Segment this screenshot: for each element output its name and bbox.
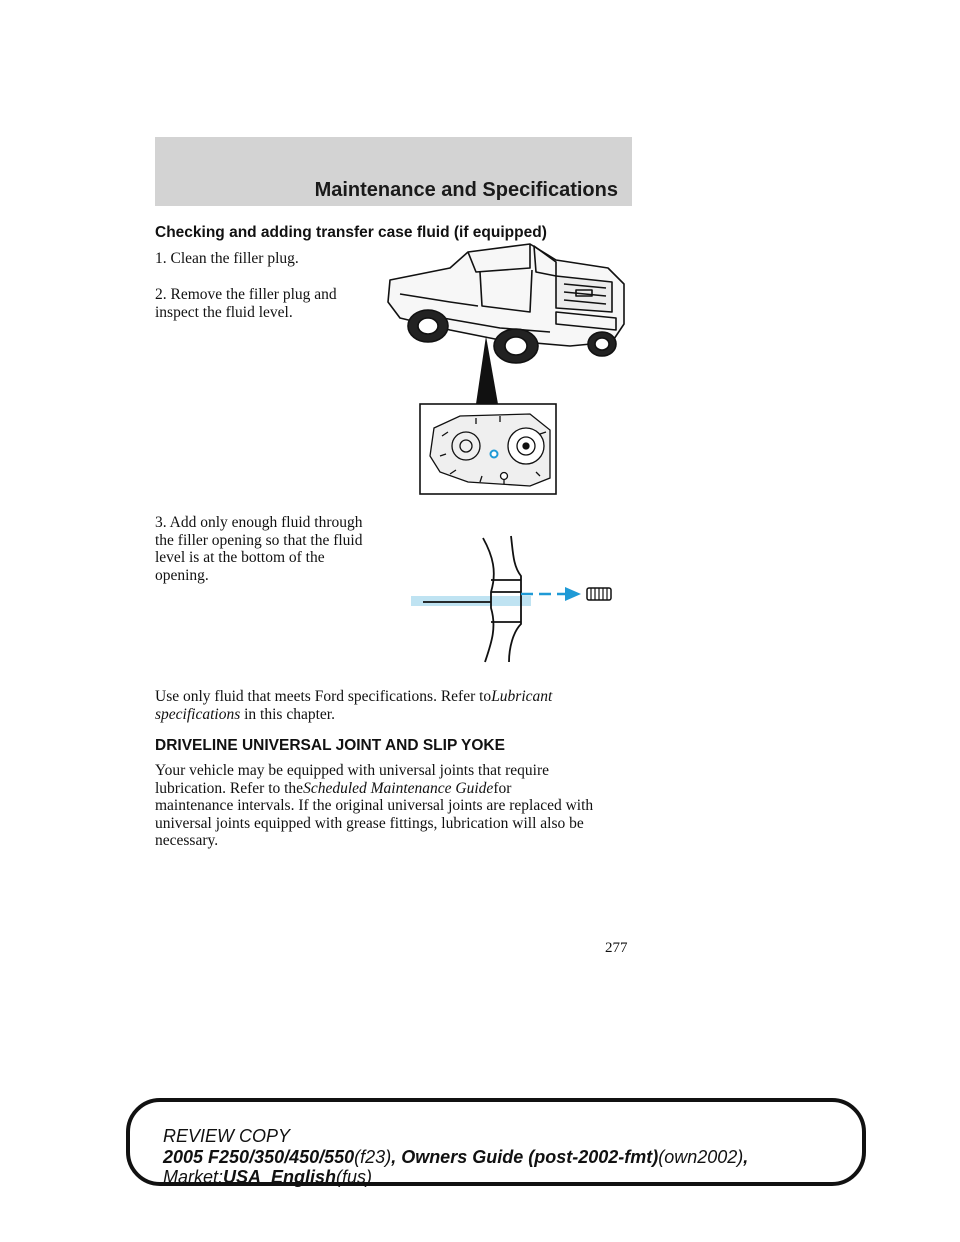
- lubricant-specifications-ref: Lubricant: [491, 688, 553, 705]
- step-2-line-1: 2. Remove the filler plug and: [155, 286, 337, 303]
- page-number: 277: [605, 940, 628, 956]
- step-3-line-2: the filler opening so that the fluid: [155, 531, 363, 549]
- driveline-line-2-suffix: for: [493, 779, 512, 797]
- footer-market-code: (fus): [336, 1167, 373, 1187]
- footer-model-line: [163, 1147, 748, 1168]
- fluid-note-suffix: in this chapter.: [244, 705, 335, 723]
- page-title: Maintenance and Specifications: [314, 179, 618, 201]
- transfer-case-drawing: [430, 414, 550, 486]
- footer-review-copy: REVIEW COPY: [163, 1126, 291, 1146]
- footer-market-line: [163, 1167, 372, 1188]
- scheduled-maintenance-guide-ref: Scheduled Maintenance Guide: [303, 779, 494, 797]
- section-heading-transfer-case: Checking and adding transfer case fluid (if equipped): [155, 224, 547, 241]
- filler-plug-icon: [587, 588, 611, 600]
- footer-market: USA_English: [223, 1167, 337, 1187]
- insert-arrow-head: [565, 587, 581, 601]
- step-3-line-1: 3. Add only enough fluid through: [155, 514, 363, 531]
- step-3: [155, 514, 363, 584]
- section-heading-driveline: DRIVELINE UNIVERSAL JOINT AND SLIP YOKE: [155, 737, 505, 754]
- lubricant-specifications-ref-2: specifications: [155, 705, 241, 723]
- footer-model-code: (f23): [354, 1147, 392, 1167]
- driveline-line-5: necessary.: [155, 832, 219, 849]
- driveline-line-2: lubrication. Refer to the: [155, 779, 304, 797]
- driveline-paragraph: [155, 762, 593, 850]
- step-2-line-2: inspect the fluid level.: [155, 303, 293, 321]
- footer-guide: , Owners Guide (post-2002-fmt): [391, 1147, 659, 1167]
- page-header-band: [155, 137, 632, 206]
- fluid-note: [155, 688, 552, 723]
- driveline-line-3: maintenance intervals. If the original universal joints are replaced with: [155, 797, 594, 814]
- filler-opening-illustration: [405, 532, 615, 664]
- footer-model: 2005 F250/350/450/550: [163, 1147, 355, 1167]
- step-2: [155, 286, 337, 321]
- driveline-line-1: Your vehicle may be equipped with universal joints that require: [155, 762, 550, 779]
- footer-comma: ,: [743, 1147, 749, 1167]
- step-1: 1. Clean the filler plug.: [155, 250, 299, 267]
- driveline-line-4: universal joints equipped with grease fittings, lubrication will also be: [155, 814, 584, 832]
- fluid-note-text: Use only fluid that meets Ford specifications. Refer to: [155, 688, 492, 705]
- truck-transfer-case-illustration: [380, 232, 632, 496]
- step-3-line-3: level is at the bottom of the: [155, 549, 325, 566]
- fluid-level: [411, 596, 531, 606]
- footer-own-code: (own2002): [658, 1147, 744, 1167]
- step-3-line-4: opening.: [155, 566, 209, 584]
- footer-market-label: Market:: [163, 1167, 224, 1187]
